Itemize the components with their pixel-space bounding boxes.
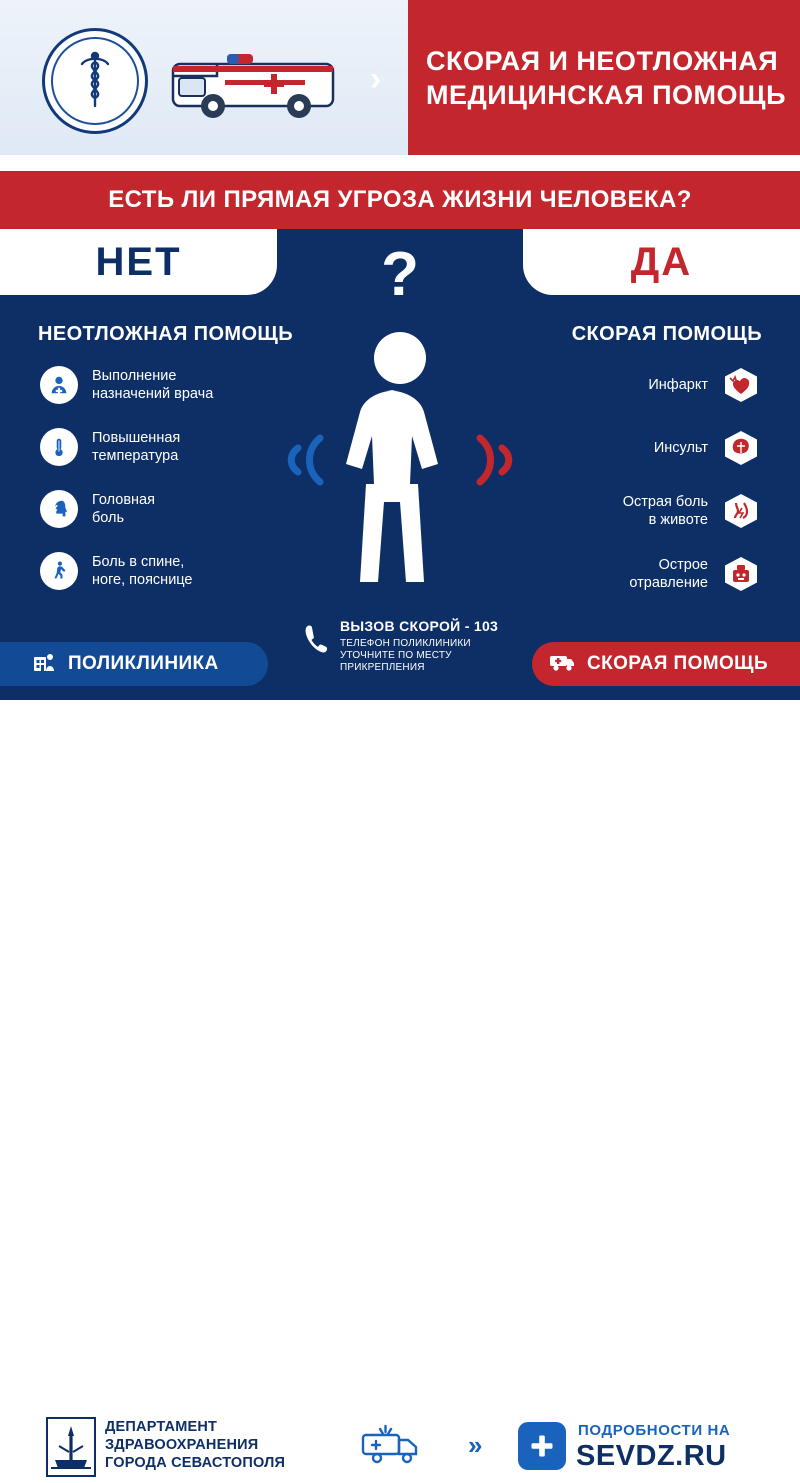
department-name (105, 1418, 285, 1472)
list-item-text (92, 429, 180, 465)
call-subtext (340, 638, 471, 674)
call-subtext-line-3: ПРИКРЕПЛЕНИЯ (340, 662, 425, 673)
department-line-3: ГОРОДА СЕВАСТОПОЛЯ (105, 1455, 286, 1471)
question-text: ЕСТЬ ЛИ ПРЯМАЯ УГРОЗА ЖИЗНИ ЧЕЛОВЕКА? (108, 186, 692, 213)
list-item-line-1: Инфаркт (648, 377, 708, 393)
caduceus-emblem-inner (51, 37, 139, 125)
call-subtext-line-2: УТОЧНИТЕ ПО МЕСТУ (340, 650, 452, 661)
list-item (40, 366, 280, 404)
abdominal-pain-icon (722, 492, 760, 530)
heart-attack-icon (722, 366, 760, 404)
list-item (40, 428, 280, 466)
list-item-text (648, 376, 708, 394)
yes-branch-label: ДА (630, 239, 693, 284)
department-line-2: ЗДРАВООХРАНЕНИЯ (105, 1437, 259, 1453)
poisoning-icon (722, 555, 760, 593)
wave-left-icon (262, 420, 332, 500)
back-pain-icon (40, 552, 78, 590)
list-item-line-1: Головная (92, 492, 155, 508)
list-item (40, 490, 280, 528)
caduceus-icon (66, 48, 124, 114)
list-item-line-2: ноге, пояснице (92, 572, 193, 588)
list-item-line-2: боль (92, 510, 125, 526)
wave-right-icon (468, 420, 538, 500)
list-item (520, 555, 760, 593)
list-item-line-1: Боль в спине, (92, 554, 185, 570)
header-title (408, 0, 800, 155)
list-item (520, 492, 760, 530)
department-line-1: ДЕПАРТАМЕНТ (105, 1419, 218, 1435)
call-title: ВЫЗОВ СКОРОЙ - 103 (340, 618, 499, 634)
sevastopol-monument-logo (45, 1416, 97, 1478)
phone-handset-icon (300, 622, 334, 656)
no-branch-label: НЕТ (95, 239, 182, 284)
question-bar (0, 171, 800, 229)
header-title-line-2: МЕДИЦИНСКАЯ ПОМОЩЬ (426, 79, 786, 110)
list-item-line-2: отравление (629, 575, 708, 591)
medical-cross-icon (518, 1422, 566, 1470)
ambulance-icon (165, 36, 345, 131)
list-item-line-2: назначений врача (92, 386, 214, 402)
footer (0, 700, 800, 1472)
list-item-line-2: температура (92, 448, 179, 464)
clinic-building-icon (32, 650, 56, 679)
list-item-line-1: Выполнение (92, 368, 177, 384)
list-item-text (92, 367, 213, 403)
call-block (300, 614, 530, 684)
list-item-line-1: Острое (658, 557, 708, 573)
footer-chevrons-icon: » (468, 1430, 479, 1460)
doctor-icon (40, 366, 78, 404)
list-item-text (629, 556, 708, 592)
caduceus-emblem (42, 28, 148, 134)
list-item-text (92, 553, 193, 589)
list-item-text (92, 491, 155, 527)
question-mark: ? (381, 240, 419, 309)
ambulance-outline-icon (360, 1422, 422, 1468)
stroke-brain-icon (722, 429, 760, 467)
list-item-line-1: Острая боль (622, 494, 708, 510)
list-item (40, 552, 280, 590)
list-item-text (623, 493, 708, 529)
list-item (520, 366, 760, 404)
list-item (520, 429, 760, 467)
call-subtext-line-1: ТЕЛЕФОН ПОЛИКЛИНИКИ (340, 638, 471, 649)
left-symptom-list (40, 366, 280, 614)
list-item-line-1: Повышенная (92, 430, 181, 446)
list-item-text (654, 439, 708, 457)
clinic-pill[interactable] (0, 642, 268, 686)
site-tagline: ПОДРОБНОСТИ НА (578, 1422, 731, 1439)
header-chevron-icon: › (370, 60, 382, 98)
emergency-pill[interactable] (532, 642, 800, 686)
emergency-pill-label: СКОРАЯ ПОМОЩЬ (586, 653, 768, 674)
headache-icon (40, 490, 78, 528)
ambulance-small-icon (549, 651, 575, 678)
site-url[interactable]: SEVDZ.RU (576, 1440, 727, 1472)
thermometer-icon (40, 428, 78, 466)
right-symptom-list (520, 366, 760, 618)
header-title-line-1: СКОРАЯ И НЕОТЛОЖНАЯ (426, 45, 779, 76)
right-column-heading: СКОРАЯ ПОМОЩЬ (571, 323, 762, 345)
list-item-line-1: Инсульт (653, 440, 708, 456)
header (0, 0, 800, 155)
clinic-pill-label: ПОЛИКЛИНИКА (68, 653, 219, 674)
list-item-line-2: в животе (648, 512, 708, 528)
left-column-heading: НЕОТЛОЖНАЯ ПОМОЩЬ (38, 323, 293, 345)
